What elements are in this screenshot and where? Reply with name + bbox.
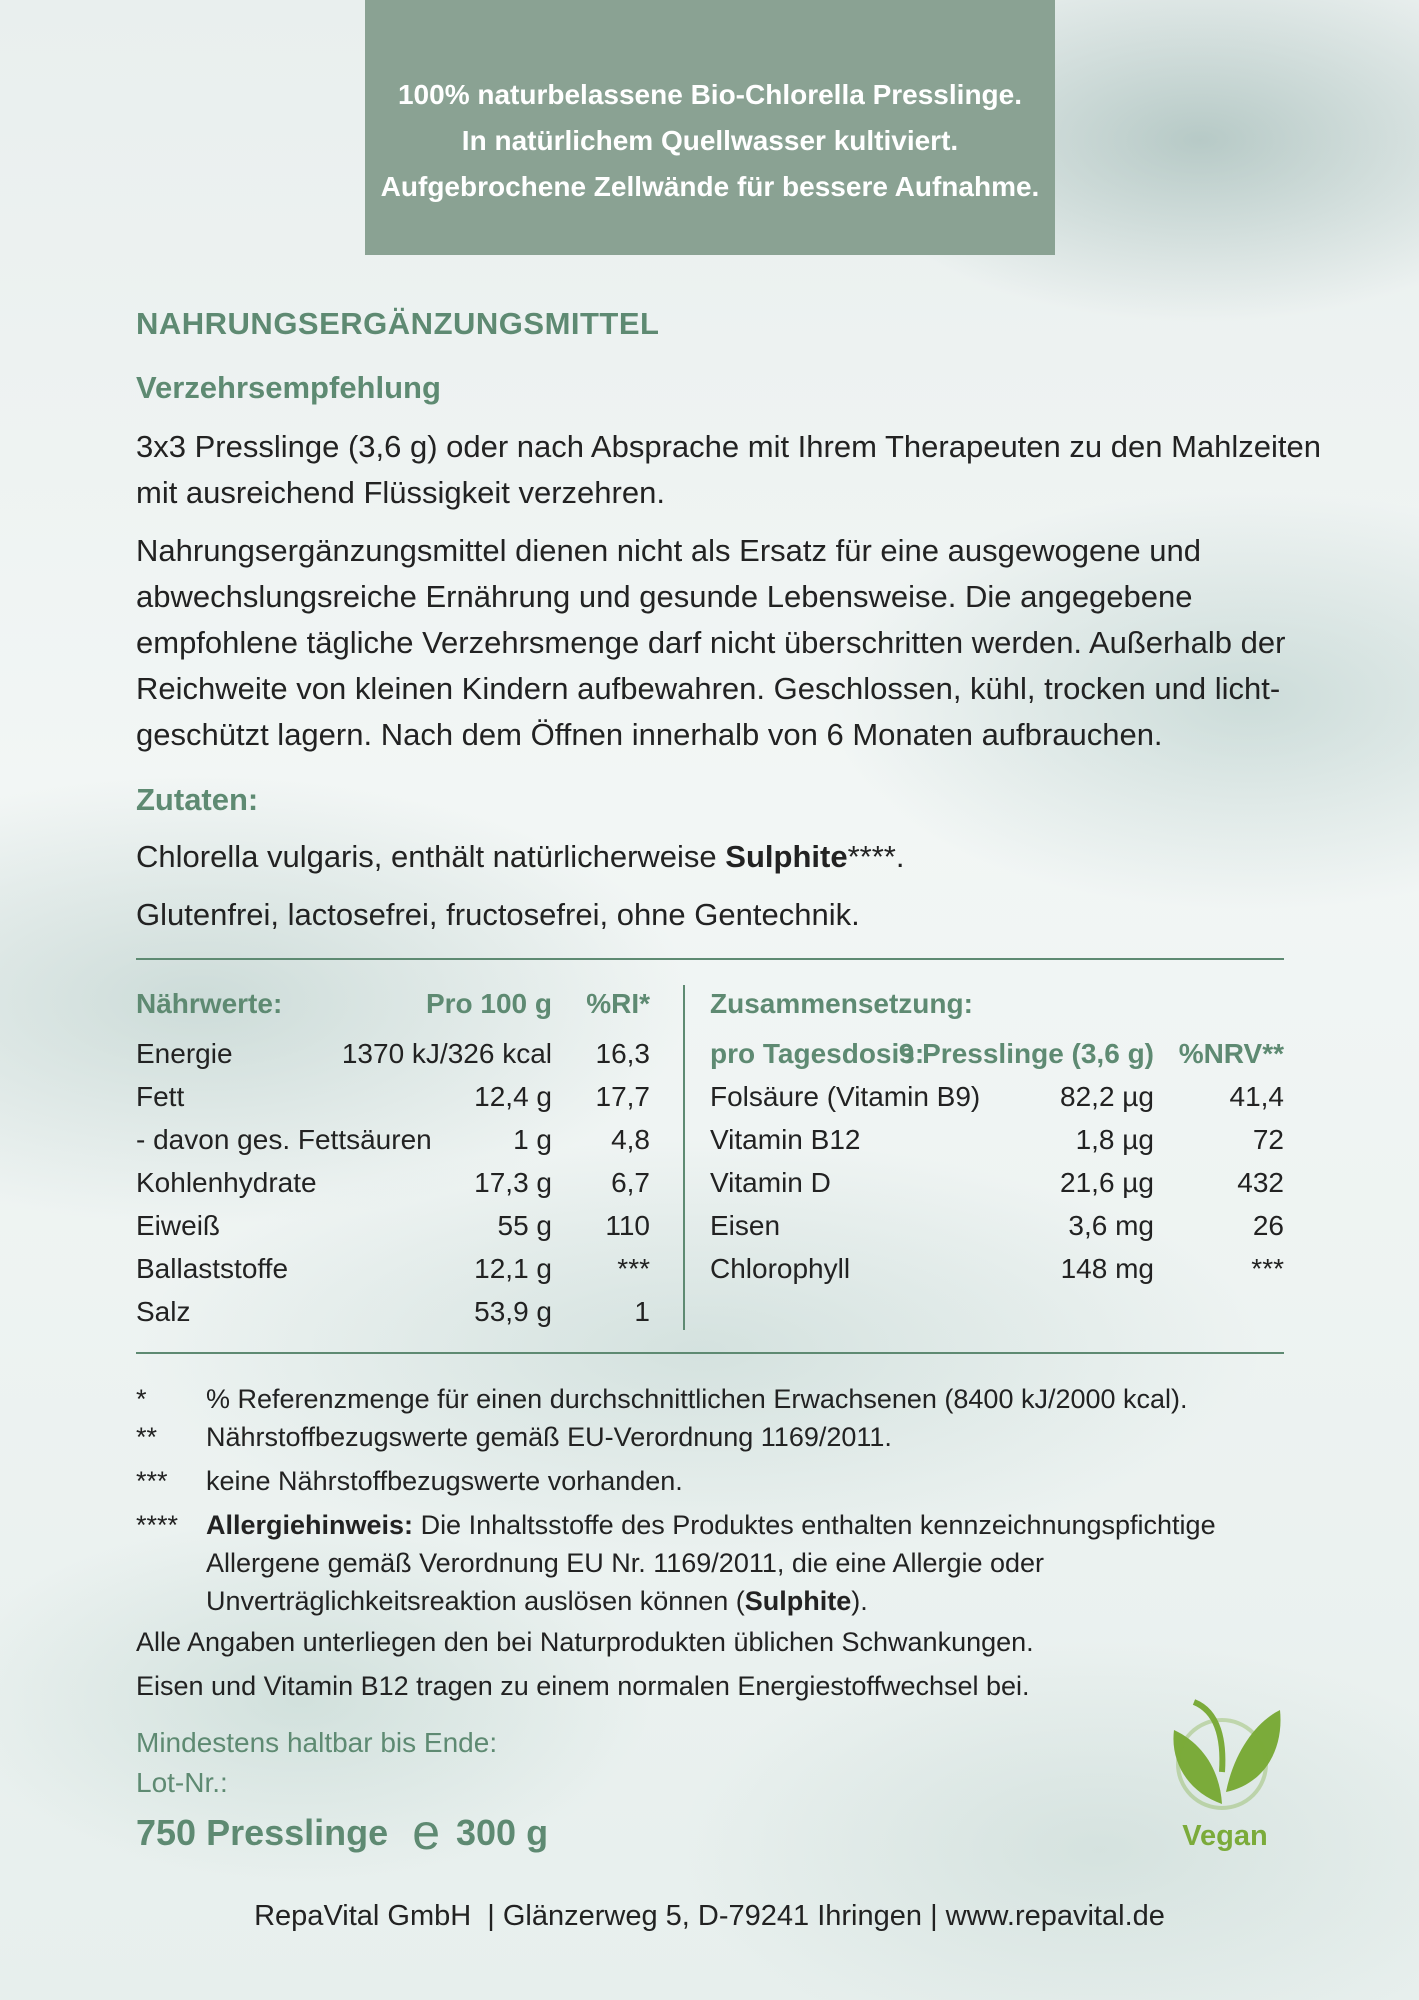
allergy-line <box>206 1506 1216 1544</box>
best-before-label: Mindestens haltbar bis Ende: <box>136 1727 498 1758</box>
nutrient-value: 12,4 g <box>474 1081 552 1112</box>
warning-line: Nahrungsergänzungsmittel dienen nicht als Ersatz für eine ausgewogene und <box>136 533 1202 568</box>
table-row <box>710 1163 1284 1203</box>
composition-title <box>710 984 1284 1024</box>
table-row <box>136 1163 656 1203</box>
composition-name: Chlorophyll <box>710 1253 851 1284</box>
composition-header-nrv: %NRV** <box>1178 1038 1284 1069</box>
company-footer: RepaVital GmbH | Glänzerweg 5, D-79241 Ihringen | www.repavital.de <box>254 1900 1165 1932</box>
nutrient-ri: 4,8 <box>611 1124 650 1155</box>
table-row <box>136 1292 656 1332</box>
allergy-note <box>136 1506 1284 1620</box>
divider-bottom <box>136 1352 1284 1354</box>
composition-value: 3,6 mg <box>1068 1210 1154 1241</box>
allergy-line <box>206 1582 868 1620</box>
warning-line: abwechslungsreiche Ernährung und gesunde Lebensweise. Die angegebene <box>136 579 1193 614</box>
footnote-mark: * <box>136 1384 147 1414</box>
nutrient-ri: 1 <box>634 1296 650 1327</box>
table-row <box>710 1206 1284 1246</box>
footnote <box>136 1462 1284 1500</box>
composition-value: 21,6 µg <box>1060 1167 1154 1198</box>
composition-nrv: 72 <box>1252 1124 1284 1155</box>
footnote-text: Nährstoffbezugswerte gemäß EU-Verordnung 1169/2011. <box>206 1422 892 1452</box>
composition-value: 148 mg <box>1060 1253 1154 1284</box>
nutrition-header <box>136 984 656 1024</box>
nutrition-header-ri: %RI* <box>586 988 650 1019</box>
composition-nrv: *** <box>1251 1253 1284 1284</box>
nutrient-ri: *** <box>617 1253 650 1284</box>
nutrient-name: Eiweiß <box>136 1210 221 1241</box>
allergen-sulphite: Sulphite <box>744 1586 852 1616</box>
composition-nrv: 432 <box>1237 1167 1284 1198</box>
footnote-text: % Referenzmenge für einen durchschnittlichen Erwachsenen (8400 kJ/2000 kcal). <box>206 1384 1188 1414</box>
composition-value: 82,2 µg <box>1060 1081 1154 1112</box>
footnotes <box>136 1380 1284 1708</box>
intake-line: 3x3 Presslinge (3,6 g) oder nach Absprache mit Ihrem Therapeuten zu den Mahlzeiten <box>136 429 1321 464</box>
nutrient-name: Kohlenhydrate <box>136 1167 317 1198</box>
composition-value: 1,8 µg <box>1075 1124 1154 1155</box>
nutrient-value: 17,3 g <box>474 1167 552 1198</box>
nutrient-name: - davon ges. Fettsäuren <box>136 1124 432 1155</box>
table-row <box>710 1249 1284 1289</box>
footnote <box>136 1380 1284 1418</box>
intake-line: mit ausreichend Flüssigkeit verzehren. <box>136 475 665 510</box>
table-divider <box>683 985 685 1330</box>
allergen-sulphite: Sulphite <box>725 839 848 874</box>
allergy-label: Allergiehinweis: <box>206 1510 414 1540</box>
table-row <box>136 1249 656 1289</box>
composition-name: Eisen <box>710 1210 781 1241</box>
footnote-mark: ** <box>136 1422 158 1452</box>
tagline-line: 100% naturbelassene Bio-Chlorella Presslinge. <box>397 79 1022 110</box>
vegan-label: Vegan <box>1182 1820 1268 1852</box>
quantity-count: 750 Presslinge <box>136 1812 389 1853</box>
composition-name: Vitamin D <box>710 1167 831 1198</box>
allergy-text: Die Inhaltsstoffe des Produktes enthalten kennzeichnungspfichtige <box>413 1510 1216 1540</box>
footnote-mark: **** <box>136 1510 179 1540</box>
nutrient-value: 1 g <box>513 1124 552 1155</box>
nutrient-name: Energie <box>136 1038 233 1069</box>
ingredients-text <box>136 834 904 880</box>
nutrient-name: Ballaststoffe <box>136 1253 289 1284</box>
warning-line: Reichweite von kleinen Kindern aufbewahren. Geschlossen, kühl, trocken und licht- <box>136 671 1281 706</box>
composition-header-dose: 9 Presslinge (3,6 g) <box>898 1038 1154 1069</box>
nutrient-ri: 110 <box>605 1210 650 1241</box>
free-from-text: Glutenfrei, lactosefrei, fructosefrei, ohne Gentechnik. <box>136 897 860 932</box>
note-line: Alle Angaben unterliegen den bei Naturprodukten üblichen Schwankungen. <box>136 1627 1034 1657</box>
nutrient-name: Fett <box>136 1081 185 1112</box>
nutrient-value: 55 g <box>497 1210 552 1241</box>
ingredients-title: Zutaten: <box>136 782 259 817</box>
table-row <box>136 1077 656 1117</box>
estimated-sign-icon: e <box>412 1804 440 1860</box>
composition-table <box>710 984 1284 1334</box>
tagline-line: Aufgebrochene Zellwände für bessere Aufnahme. <box>380 171 1040 202</box>
allergy-text: Unverträglichkeitsreaktion auslösen können ( <box>206 1586 745 1616</box>
table-row <box>136 1120 656 1160</box>
composition-header-label: pro Tagesdosis: <box>710 1038 925 1069</box>
quantity <box>136 1804 549 1860</box>
lot-label: Lot-Nr.: <box>136 1767 228 1798</box>
table-row <box>710 1120 1284 1160</box>
composition-nrv: 41,4 <box>1229 1081 1284 1112</box>
warning-line: empfohlene tägliche Verzehrsmenge darf nicht überschritten werden. Außerhalb der <box>136 625 1286 660</box>
footnote-mark: *** <box>136 1466 168 1496</box>
footnote <box>136 1418 1284 1456</box>
nutrition-table <box>136 984 656 1334</box>
product-category-heading: NAHRUNGSERGÄNZUNGSMITTEL <box>136 306 660 341</box>
warning-text <box>136 528 1285 758</box>
allergy-text: ). <box>851 1586 868 1616</box>
nutrient-ri: 16,3 <box>595 1038 650 1069</box>
ingredients-main: Chlorella vulgaris, enthält natürlicherweise <box>136 839 726 874</box>
composition-name: Folsäure (Vitamin B9) <box>710 1081 981 1112</box>
tagline-box <box>365 0 1055 255</box>
intake-title: Verzehrsempfehlung <box>136 370 441 405</box>
composition-title-text: Zusammensetzung: <box>710 988 973 1019</box>
nutrient-ri: 6,7 <box>611 1167 650 1198</box>
note-line: Eisen und Vitamin B12 tragen zu einem normalen Energiestoffwechsel bei. <box>136 1671 1030 1701</box>
table-row <box>136 1034 656 1074</box>
composition-name: Vitamin B12 <box>710 1124 861 1155</box>
nutrient-value: 12,1 g <box>474 1253 552 1284</box>
table-row <box>136 1206 656 1246</box>
allergen-mark: ****. <box>847 839 905 874</box>
nutrient-name: Salz <box>136 1296 191 1327</box>
tagline-line: In natürlichem Quellwasser kultiviert. <box>461 125 959 156</box>
intake-text <box>136 424 1321 516</box>
warning-line: geschützt lagern. Nach dem Öffnen innerhalb von 6 Monaten aufbrauchen. <box>136 717 1163 752</box>
nutrient-value: 53,9 g <box>474 1296 552 1327</box>
nutrient-value: 1370 kJ/326 kcal <box>341 1038 552 1069</box>
quantity-weight: 300 g <box>456 1812 549 1853</box>
leaf-icon <box>1164 1692 1284 1814</box>
nutrition-header-per100: Pro 100 g <box>425 988 552 1019</box>
nutrient-ri: 17,7 <box>595 1081 650 1112</box>
nutrition-header-label: Nährwerte: <box>136 988 283 1019</box>
divider-top <box>136 958 1284 960</box>
allergy-line: Allergene gemäß Verordnung EU Nr. 1169/2011, die eine Allergie oder <box>206 1548 1045 1578</box>
composition-nrv: 26 <box>1252 1210 1284 1241</box>
table-row <box>710 1077 1284 1117</box>
vegan-logo <box>1150 1692 1300 1862</box>
footnote-text: keine Nährstoffbezugswerte vorhanden. <box>206 1466 683 1496</box>
composition-header <box>710 1034 1284 1074</box>
